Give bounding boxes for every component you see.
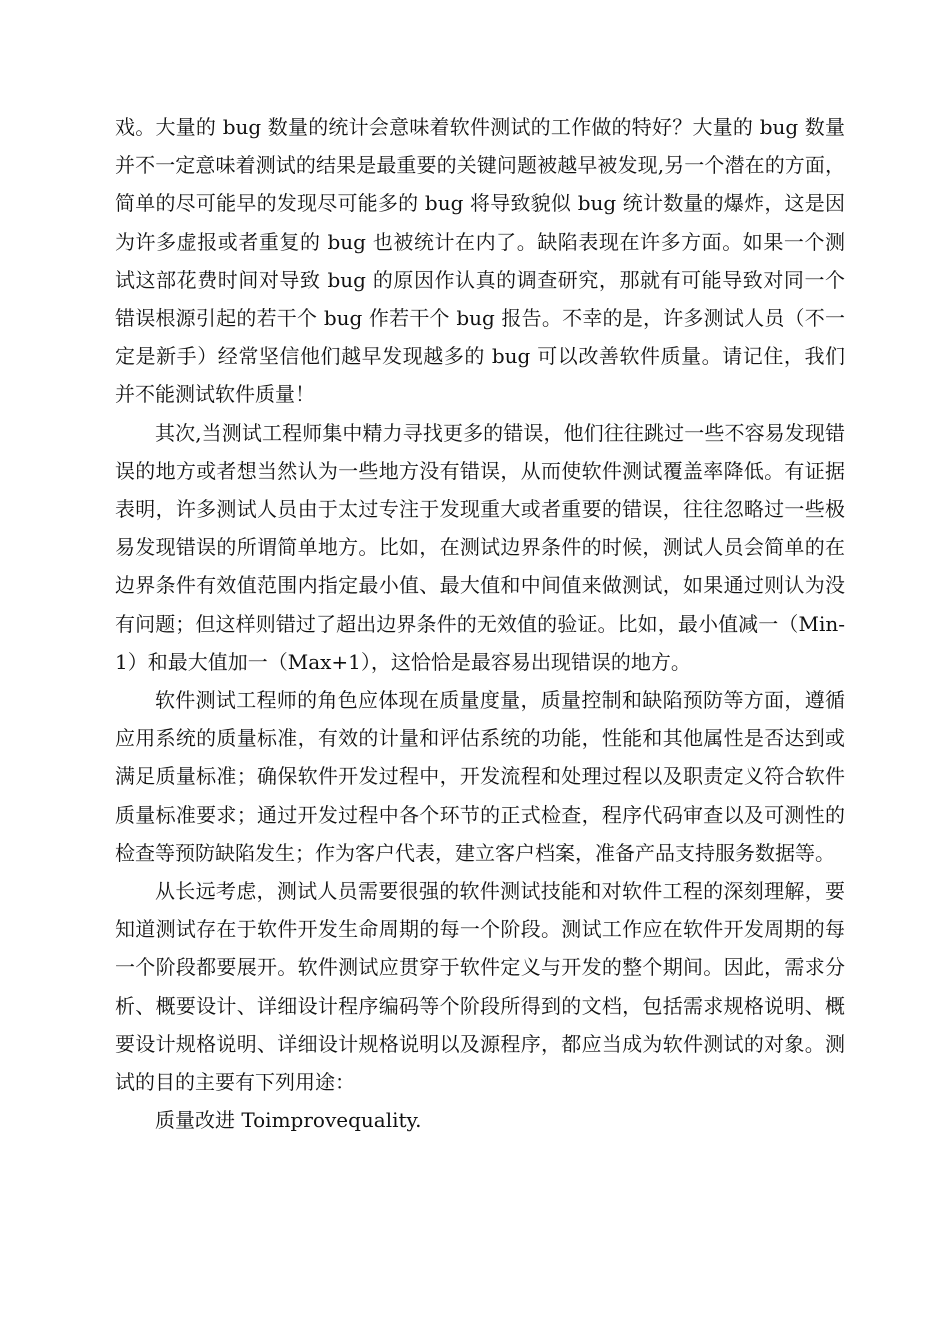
paragraph-bug-count: 戏。大量的 bug 数量的统计会意味着软件测试的工作做的特好？大量的 bug 数量并不一定意味着测试的结果是最重要的关键问题被越早被发现,另一个潜在的方面，简单的尽可能早的发现尽可能多的 bug 将导致貌似 bug 统计数量的爆炸，这是因为许多虚报或者重复的 bug 也被统计在内了。缺陷表现在许多方面。如果一个测试这部花费时间对导致 bug 的原因作认真的调查研究，那就有可能导致对同一个错误根源引起的若干个 bug 作若干个 bug 报告。不幸的是，许多测试人员（不一定是新手）经常坚信他们越早发现越多的 bug 可以改善软件质量。请记住，我们并不能测试软件质量！ [115,115,845,407]
paragraph-long-term: 从长远考虑，测试人员需要很强的软件测试技能和对软件工程的深刻理解，要知道测试存在于软件开发生命周期的每一个阶段。测试工作应在软件开发周期的每一个阶段都要展开。软件测试应贯穿于软件定义与开发的整个期间。因此，需求分析、概要设计、详细设计程序编码等个阶段所得到的文档，包括需求规格说明、概要设计规格说明、详细设计规格说明以及源程序，都应当成为软件测试的对象。测试的目的主要有下列用途： [115,879,845,1095]
document-body [115,108,845,1139]
paragraph-coverage: 其次,当测试工程师集中精力寻找更多的错误，他们往往跳过一些不容易发现错误的地方或者想当然认为一些地方没有错误，从而使软件测试覆盖率降低。有证据表明，许多测试人员由于太过专注于发现重大或者重要的错误，往往忽略过一些极易发现错误的所谓简单地方。比如，在测试边界条件的时候，测试人员会简单的在边界条件有效值范围内指定最小值、最大值和中间值来做测试，如果通过则认为没有问题；但这样则错过了超出边界条件的无效值的验证。比如，最小值减一（Min-1）和最大值加一（Max+1），这恰恰是最容易出现错误的地方。 [115,420,845,674]
paragraph-tester-role: 软件测试工程师的角色应体现在质量度量，质量控制和缺陷预防等方面，遵循应用系统的质量标准，有效的计量和评估系统的功能，性能和其他属性是否达到或满足质量标准；确保软件开发过程中，开发流程和处理过程以及职责定义符合软件质量标准要求；通过开发过程中各个环节的正式检查，程序代码审查以及可测性的检查等预防缺陷发生；作为客户代表，建立客户档案，准备产品支持服务数据等。 [115,688,845,865]
paragraph-quality-improvement: 质量改进 Toimprovequality. [155,1108,422,1133]
